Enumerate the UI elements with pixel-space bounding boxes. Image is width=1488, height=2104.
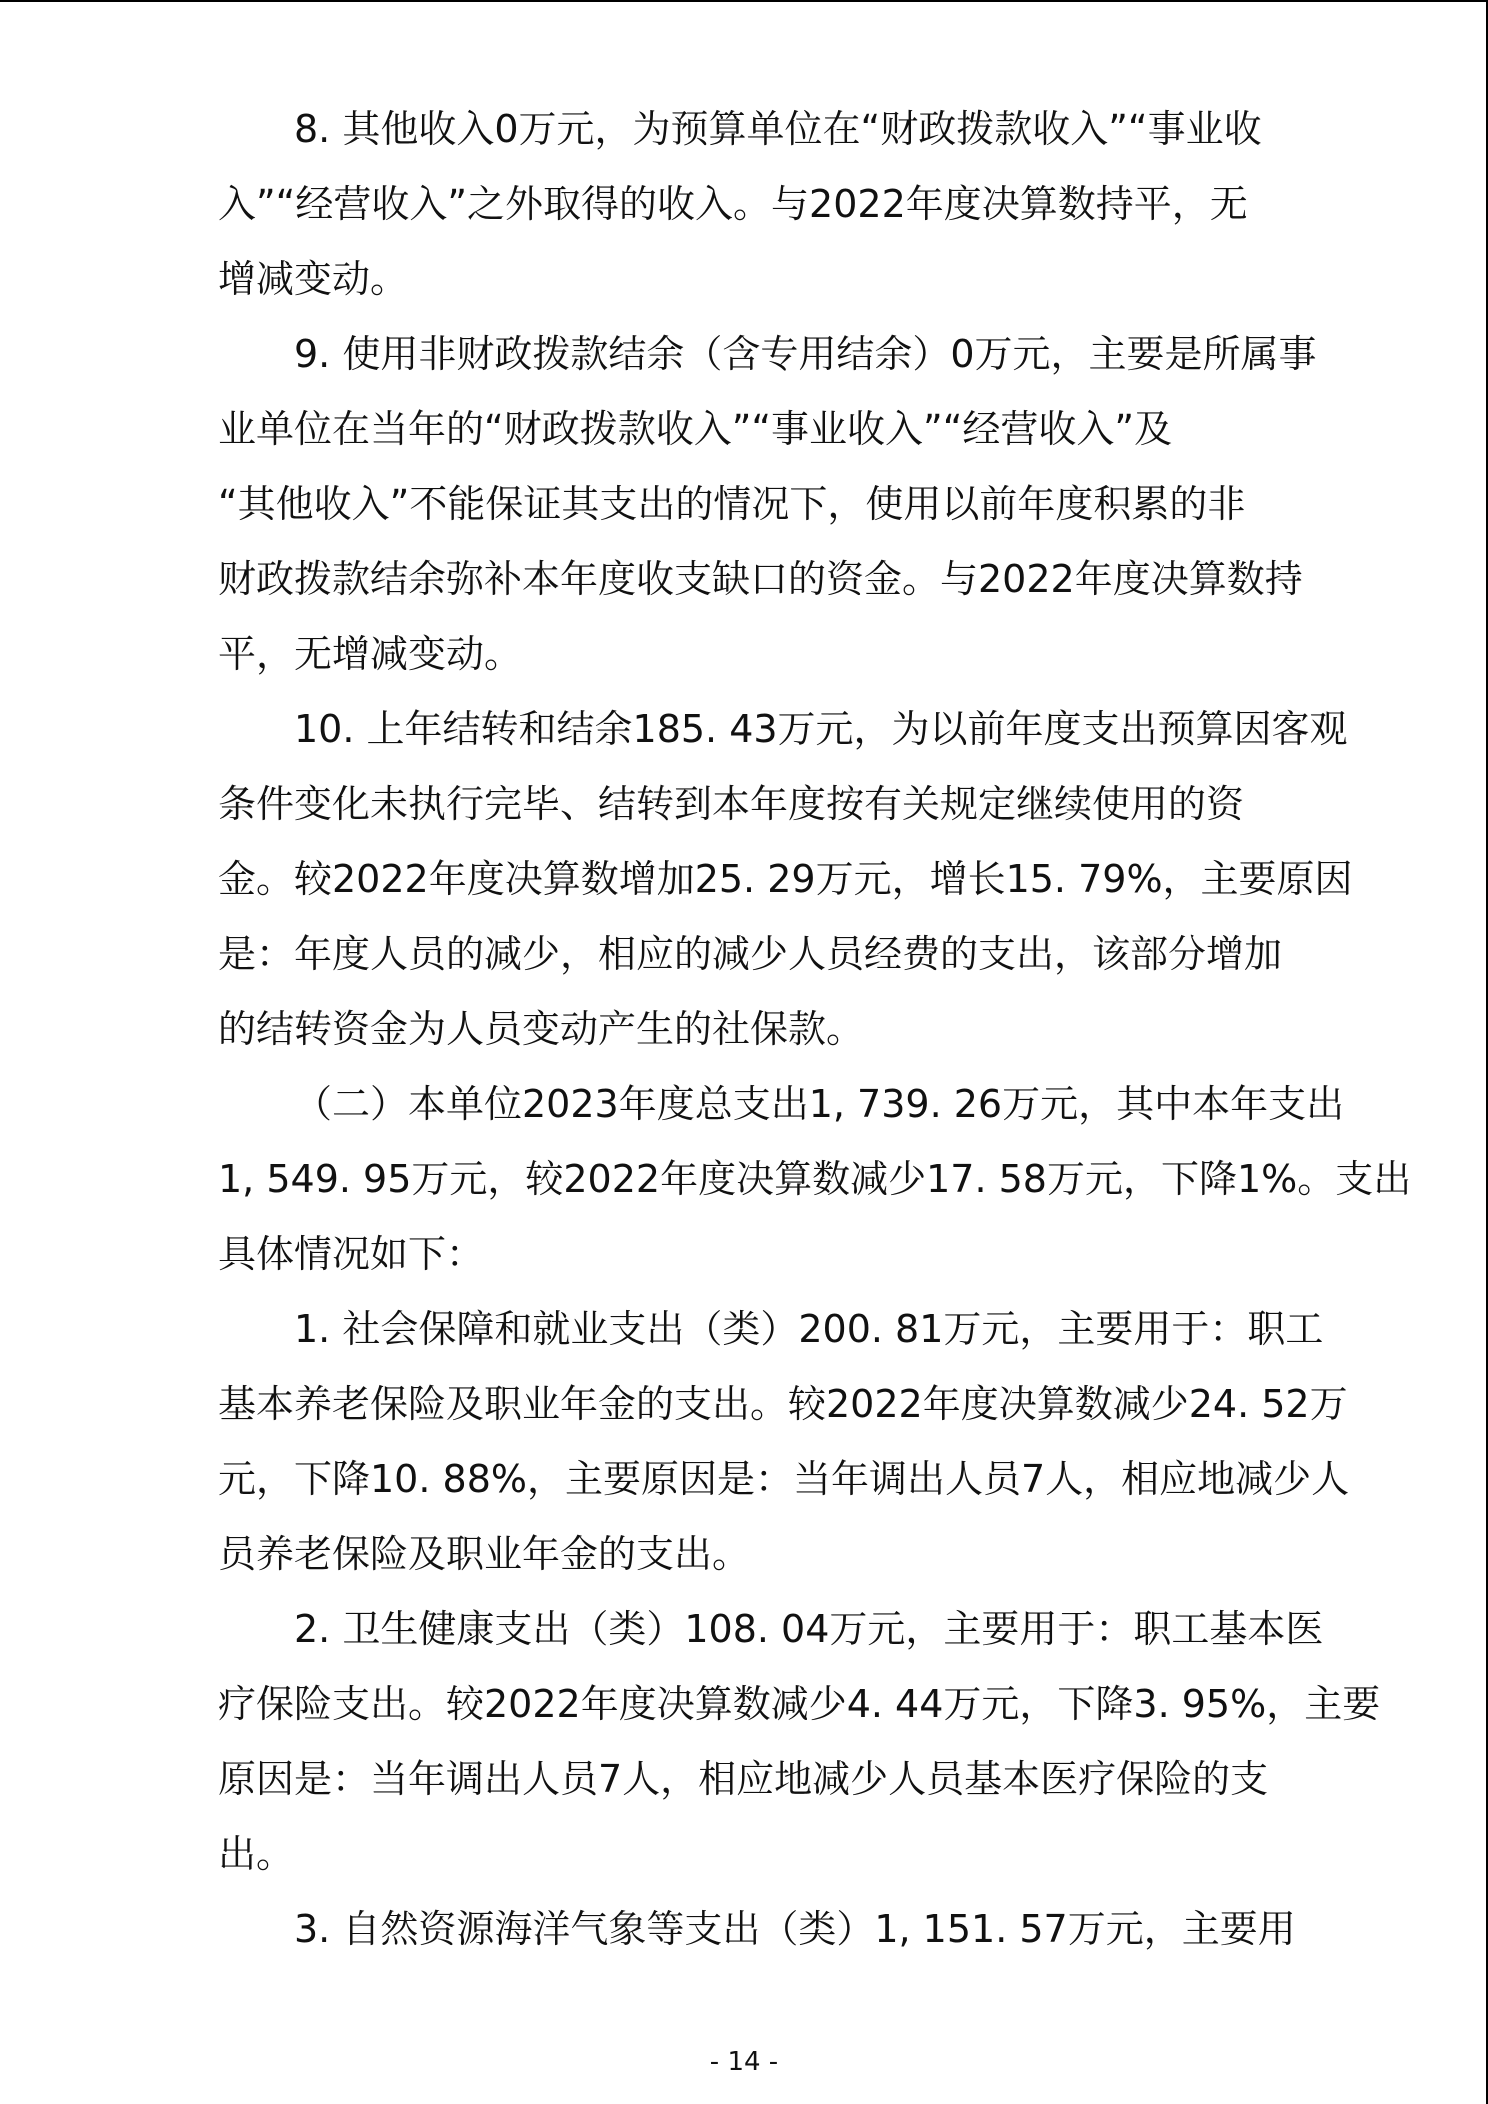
paragraph-other-income [218,92,1288,317]
text-line: 具体情况如下： [218,1232,485,1276]
text-line: 业单位在当年的“财政拨款收入”“事业收入”“经营收入”及 [218,407,1173,451]
text-line: 员养老保险及职业年金的支出。 [218,1532,751,1576]
document-body [218,92,1412,1967]
text-line: 8. 其他收入0万元，为预算单位在“财政拨款收入”“事业收 [294,107,1262,151]
text-line: “其他收入”不能保证其支出的情况下，使用以前年度积累的非 [218,482,1246,526]
text-line: 原因是：当年调出人员7人，相应地减少人员基本医疗保险的支 [218,1757,1269,1801]
text-line: 增减变动。 [218,257,409,301]
text-line: 金。较2022年度决算数增加25. 29万元，增长15. 79%，主要原因 [218,857,1353,901]
paragraph-social-security [218,1292,1350,1592]
page-top-border [0,0,1488,2]
text-line: 条件变化未执行完毕、结转到本年度按有关规定继续使用的资 [218,782,1245,826]
paragraph-natural-resources [218,1892,1296,1967]
paragraph-non-fiscal-balance [218,317,1317,692]
text-line: 基本养老保险及职业年金的支出。较2022年度决算数减少24. 52万 [218,1382,1348,1426]
paragraph-total-expenditure [218,1067,1412,1292]
text-line: 元，下降10. 88%，主要原因是：当年调出人员7人，相应地减少人 [218,1457,1350,1501]
text-line: 9. 使用非财政拨款结余（含专用结余）0万元，主要是所属事 [294,332,1317,376]
text-line: 1. 社会保障和就业支出（类）200. 81万元，主要用于：职工 [294,1307,1324,1351]
text-line: （二）本单位2023年度总支出1, 739. 26万元，其中本年支出 [294,1082,1345,1126]
text-line: 出。 [218,1832,295,1876]
text-line: 疗保险支出。较2022年度决算数减少4. 44万元，下降3. 95%，主要 [218,1682,1381,1726]
paragraph-health [218,1592,1381,1892]
text-line: 入”“经营收入”之外取得的收入。与2022年度决算数持平，无 [218,182,1248,226]
page-number: - 14 - [709,2047,779,2077]
text-line: 2. 卫生健康支出（类）108. 04万元，主要用于：职工基本医 [294,1607,1324,1651]
text-line: 的结转资金为人员变动产生的社保款。 [218,1007,865,1051]
text-line: 平，无增减变动。 [218,632,523,676]
text-line: 10. 上年结转和结余185. 43万元，为以前年度支出预算因客观 [294,707,1348,751]
text-line: 1, 549. 95万元，较2022年度决算数减少17. 58万元，下降1%。支出 [218,1157,1412,1201]
text-line: 3. 自然资源海洋气象等支出（类）1, 151. 57万元，主要用 [294,1907,1296,1951]
paragraph-carryover [218,692,1353,1067]
text-line: 是：年度人员的减少，相应的减少人员经费的支出，该部分增加 [218,932,1283,976]
text-line: 财政拨款结余弥补本年度收支缺口的资金。与2022年度决算数持 [218,557,1303,601]
